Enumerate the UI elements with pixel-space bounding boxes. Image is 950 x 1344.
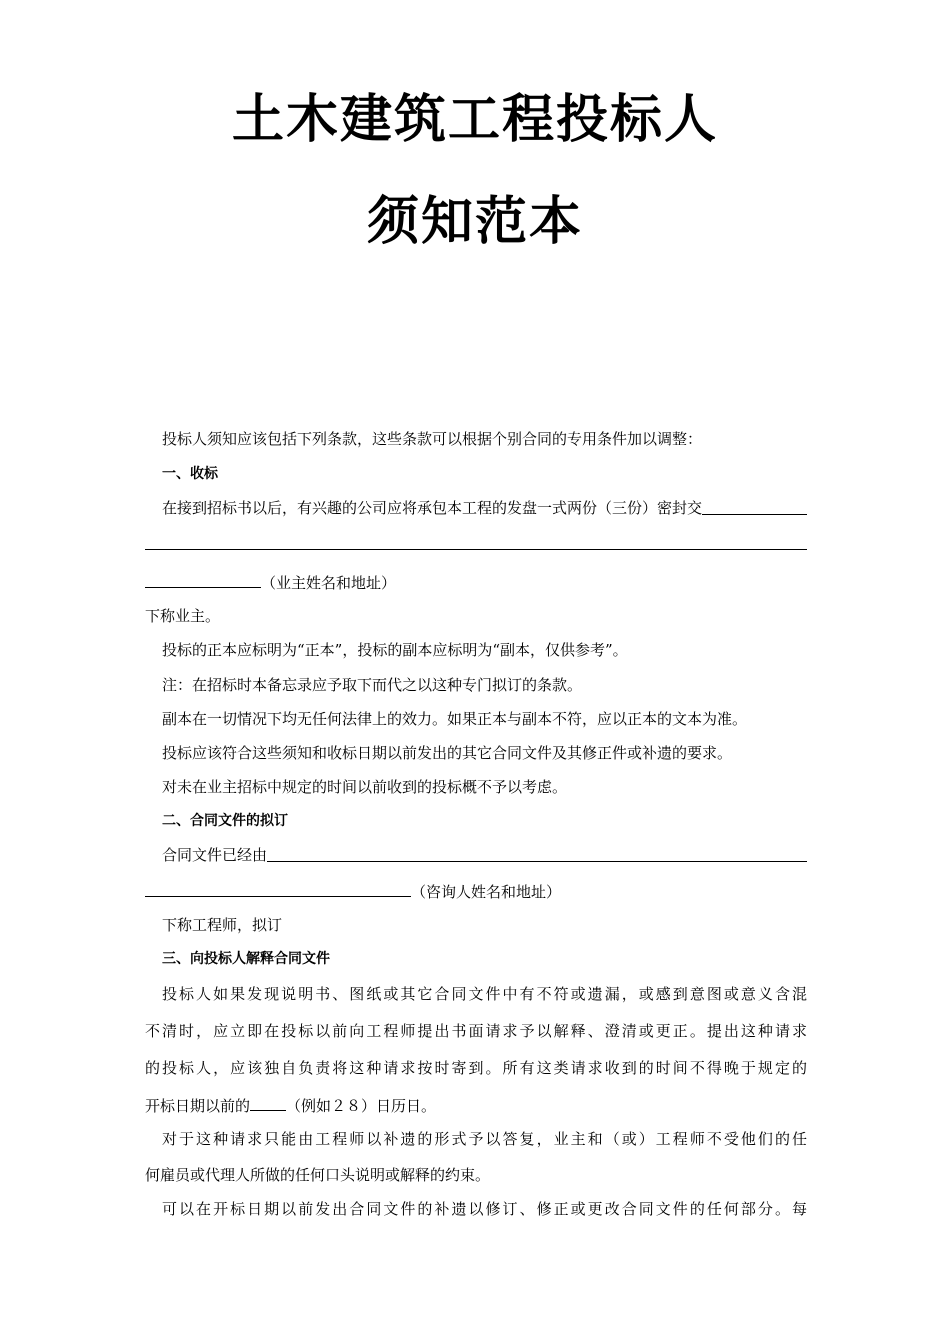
owner-line	[145, 572, 807, 593]
section1-heading: 一、收标	[162, 466, 218, 482]
section1-p6: 对未在业主招标中规定的时间以前收到的投标概不予以考虑。	[162, 778, 568, 796]
section3-heading: 三、向投标人解释合同文件	[162, 951, 330, 967]
section3-p3-line1: 可以在开标日期以前发出合同文件的补遗以修订、修正或更改合同文件的任何部分。每	[162, 1200, 807, 1218]
section3-p1-line1: 投标人如果发现说明书、图纸或其它合同文件中有不符或遗漏，或感到意图或意义含混	[162, 985, 807, 1003]
section1-p5: 投标应该符合这些须知和收标日期以前发出的其它合同文件及其修正件或补遗的要求。	[162, 744, 733, 762]
document-title-line1: 土木建筑工程投标人	[231, 90, 718, 150]
section2-p1-line	[145, 845, 807, 865]
section1-p1-end: 下称业主。	[145, 607, 221, 625]
owner-blank-2	[145, 534, 807, 555]
owner-blank-1	[702, 499, 807, 515]
section1-p1-line	[145, 498, 807, 518]
consultant-line	[145, 881, 807, 902]
section2-p1-text: 合同文件已经由	[162, 846, 268, 864]
owner-label: （业主姓名和地址）	[261, 574, 397, 592]
section2-p2: 下称工程师，拟订	[162, 916, 283, 934]
section3-p2-line1: 对于这种请求只能由工程师以补遗的形式予以答复，业主和（或）工程师不受他们的任	[162, 1130, 807, 1148]
document-title-line2: 须知范本	[366, 192, 583, 252]
consultant-label: （咨询人姓名和地址）	[411, 883, 562, 901]
intro-paragraph: 投标人须知应该包括下列条款，这些条款可以根据个别合同的专用条件加以调整：	[162, 430, 703, 448]
section3-p1-line4-b: （例如２８）日历日。	[286, 1097, 437, 1115]
section1-p3: 注：在招标时本备忘录应予取下而代之以这种专门拟订的条款。	[162, 676, 583, 694]
section2-heading: 二、合同文件的拟订	[162, 813, 288, 829]
section3-p1-line4-a: 开标日期以前的	[145, 1097, 251, 1115]
section1-p2: 投标的正本应标明为“正本”，投标的副本应标明为“副本，仅供参考”。	[162, 641, 628, 659]
consultant-blank-2	[145, 881, 411, 897]
section1-p1-text: 在接到招标书以后，有兴趣的公司应将承包本工程的发盘一式两份（三份）密封交	[162, 499, 703, 517]
owner-blank-3	[145, 572, 261, 588]
days-blank	[250, 1095, 286, 1111]
consultant-blank-1	[267, 846, 807, 862]
section3-p1-line2: 不清时，应立即在投标以前向工程师提出书面请求予以解释、澄清或更正。提出这种请求	[145, 1022, 807, 1040]
section3-p2-line2: 何雇员或代理人所做的任何口头说明或解释的约束。	[145, 1166, 491, 1184]
section3-p1-line4	[145, 1095, 807, 1116]
section3-p1-line3: 的投标人，应该独自负责将这种请求按时寄到。所有这类请求收到的时间不得晚于规定的	[145, 1059, 807, 1077]
section1-p4: 副本在一切情况下均无任何法律上的效力。如果正本与副本不符，应以正本的文本为准。	[162, 710, 748, 728]
